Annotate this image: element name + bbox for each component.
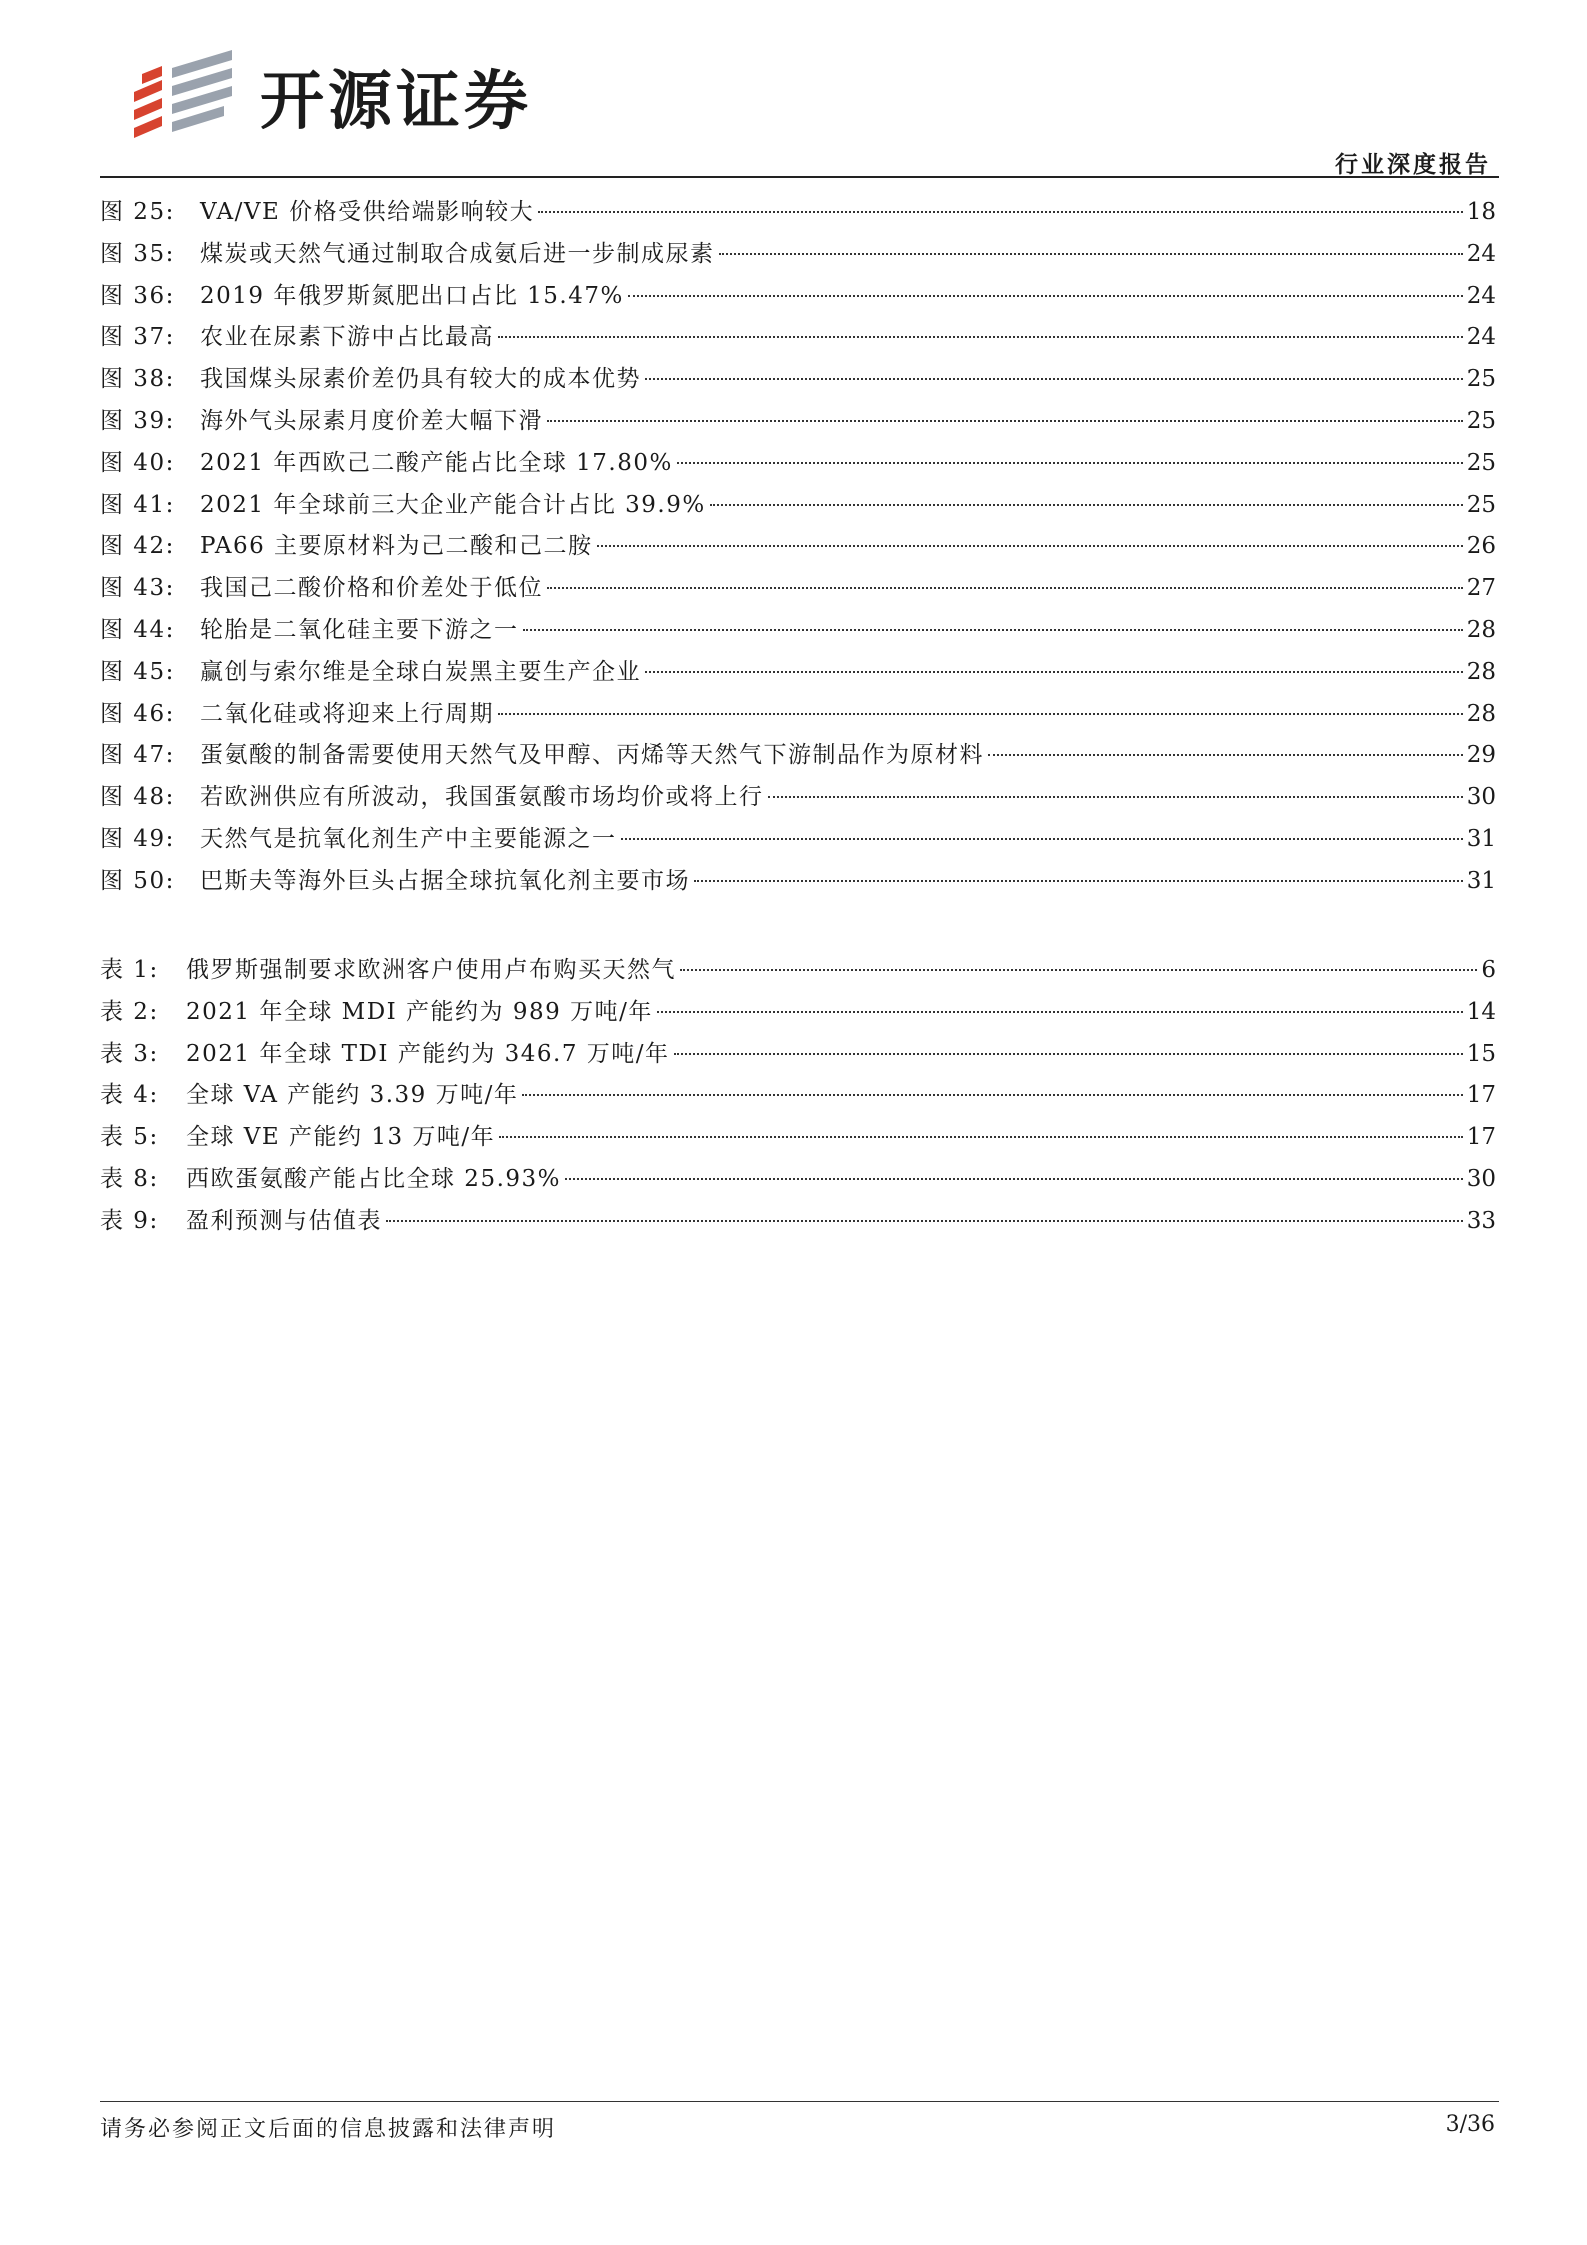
dot-leader — [680, 969, 1477, 971]
figure-entry[interactable] — [100, 322, 1496, 364]
figure-entry-number: 图 49: — [100, 825, 175, 852]
figure-entry-title: 若欧洲供应有所波动，我国蛋氨酸市场均价或将上行 — [200, 784, 764, 811]
figure-entry[interactable] — [100, 406, 1496, 448]
table-entry-page: 6 — [1481, 957, 1496, 983]
figure-entry-number: 图 45: — [100, 658, 175, 685]
figure-entry[interactable] — [100, 740, 1496, 782]
table-entry-title: 盈利预测与估值表 — [186, 1207, 382, 1234]
dot-leader — [547, 420, 1463, 422]
table-entry-number: 表 1: — [100, 957, 159, 983]
dot-leader — [498, 336, 1463, 338]
header-divider — [100, 176, 1499, 178]
figure-entry-number: 图 44: — [100, 616, 175, 643]
dot-leader — [988, 754, 1463, 756]
figure-entry-title: 巴斯夫等海外巨头占据全球抗氧化剂主要市场 — [200, 867, 690, 894]
dot-leader — [538, 211, 1463, 213]
dot-leader — [674, 1053, 1463, 1055]
figure-entry-number: 图 36: — [100, 282, 175, 309]
figure-entry-page: 25 — [1466, 366, 1496, 393]
figure-entry-number: 图 39: — [100, 407, 175, 434]
table-entry[interactable] — [100, 997, 1496, 1039]
dot-leader — [621, 838, 1463, 840]
figure-entry-page: 26 — [1466, 533, 1496, 560]
dot-leader — [499, 1136, 1463, 1138]
figure-entry[interactable] — [100, 490, 1496, 532]
figure-entry[interactable] — [100, 573, 1496, 615]
dot-leader — [768, 796, 1463, 798]
figure-entry-number: 图 47: — [100, 742, 175, 769]
figure-entry-page: 27 — [1466, 575, 1496, 602]
figure-entry[interactable] — [100, 699, 1496, 741]
table-entry[interactable] — [100, 1206, 1496, 1248]
table-entry-number: 表 4: — [100, 1082, 159, 1109]
table-entry-number: 表 3: — [100, 1040, 159, 1067]
company-logo — [128, 46, 532, 146]
dot-leader — [498, 713, 1463, 715]
figure-entry[interactable] — [100, 197, 1496, 239]
figure-entry-page: 24 — [1466, 240, 1496, 267]
figure-entry[interactable] — [100, 281, 1496, 323]
figure-entry-number: 图 42: — [100, 533, 175, 560]
figure-entry-number: 图 38: — [100, 366, 175, 393]
figure-entry-page: 24 — [1466, 282, 1496, 309]
figure-entry-page: 25 — [1466, 449, 1496, 476]
figure-entry-title: 赢创与索尔维是全球白炭黑主要生产企业 — [200, 658, 641, 685]
table-entry-number: 表 9: — [100, 1207, 159, 1234]
figure-entry-page: 25 — [1466, 491, 1496, 518]
table-entry-title: 西欧蛋氨酸产能占比全球 25.93% — [186, 1165, 562, 1192]
table-entry-title: 全球 VA 产能约 3.39 万吨/年 — [186, 1082, 519, 1109]
figure-entry-title: 2021 年全球前三大企业产能合计占比 39.9% — [200, 491, 706, 518]
dot-leader — [547, 587, 1463, 589]
figure-entry-title: 农业在尿素下游中占比最高 — [200, 324, 494, 351]
figure-entry[interactable] — [100, 866, 1496, 908]
figure-entry-number: 图 40: — [100, 449, 175, 476]
table-entry-title: 2021 年全球 MDI 产能约为 989 万吨/年 — [186, 998, 653, 1025]
figure-entry-number: 图 46: — [100, 700, 175, 727]
table-entry-page: 17 — [1466, 1124, 1496, 1151]
table-entry-page: 33 — [1466, 1207, 1496, 1234]
figure-entry-title: 2021 年西欧己二酸产能占比全球 17.80% — [200, 449, 673, 476]
table-entry[interactable] — [100, 1164, 1496, 1206]
table-entry-page: 15 — [1466, 1040, 1496, 1067]
dot-leader — [645, 378, 1463, 380]
figure-entry-number: 图 35: — [100, 240, 175, 267]
table-entry[interactable] — [100, 1122, 1496, 1164]
dot-leader — [522, 1094, 1462, 1096]
dot-leader — [386, 1220, 1463, 1222]
figure-entry-page: 18 — [1466, 199, 1496, 225]
figure-entry-title: 蛋氨酸的制备需要使用天然气及甲醇、丙烯等天然气下游制品作为原材料 — [200, 742, 984, 769]
figure-entry-number: 图 41: — [100, 491, 175, 518]
figure-entry-number: 图 48: — [100, 784, 175, 811]
table-entry-title: 2021 年全球 TDI 产能约为 346.7 万吨/年 — [186, 1040, 670, 1067]
figure-entry[interactable] — [100, 448, 1496, 490]
dot-leader — [657, 1011, 1463, 1013]
table-entry-page: 17 — [1466, 1082, 1496, 1109]
figure-entry[interactable] — [100, 615, 1496, 657]
figure-entry-page: 28 — [1466, 700, 1496, 727]
figure-entry-page: 25 — [1466, 407, 1496, 434]
figure-entry-title: VA/VE 价格受供给端影响较大 — [200, 199, 535, 225]
dot-leader — [523, 629, 1463, 631]
footer-divider — [100, 2101, 1499, 2102]
figure-entry-title: 我国煤头尿素价差仍具有较大的成本优势 — [200, 366, 641, 393]
table-entry-page: 14 — [1466, 998, 1496, 1025]
figure-entry-page: 30 — [1466, 784, 1496, 811]
brand-name: 开源证券 — [260, 65, 532, 139]
figure-entry-title: PA66 主要原材料为己二酸和己二胺 — [200, 533, 593, 560]
figure-entry-page: 31 — [1466, 867, 1496, 894]
figure-entry-title: 海外气头尿素月度价差大幅下滑 — [200, 407, 543, 434]
dot-leader — [677, 462, 1463, 464]
figure-entry-title: 天然气是抗氧化剂生产中主要能源之一 — [200, 825, 617, 852]
figure-entry[interactable] — [100, 531, 1496, 573]
figure-entry-page: 28 — [1466, 616, 1496, 643]
table-entry-number: 表 5: — [100, 1124, 159, 1151]
table-entry-page: 30 — [1466, 1165, 1496, 1192]
table-entry-number: 表 8: — [100, 1165, 159, 1192]
figure-entry-title: 煤炭或天然气通过制取合成氨后进一步制成尿素 — [200, 240, 715, 267]
table-entry[interactable] — [100, 955, 1496, 997]
figure-entry-number: 图 37: — [100, 324, 175, 351]
figure-entry[interactable] — [100, 782, 1496, 824]
page-number: 3/36 — [1445, 2112, 1495, 2137]
table-entry-number: 表 2: — [100, 998, 159, 1025]
table-index — [100, 955, 1496, 1248]
figure-index — [100, 197, 1496, 908]
report-type-label: 行业深度报告 — [1335, 152, 1491, 178]
kaiyuan-logo-mark-icon — [128, 46, 238, 146]
figure-entry-page: 29 — [1466, 742, 1496, 769]
figure-entry-page: 28 — [1466, 658, 1496, 685]
figure-entry-title: 二氧化硅或将迎来上行周期 — [200, 700, 494, 727]
dot-leader — [710, 504, 1463, 506]
figure-entry-title: 我国己二酸价格和价差处于低位 — [200, 575, 543, 602]
figure-entry[interactable] — [100, 824, 1496, 866]
table-entry[interactable] — [100, 1080, 1496, 1122]
dot-leader — [645, 671, 1463, 673]
dot-leader — [597, 545, 1463, 547]
figure-entry-page: 24 — [1466, 324, 1496, 351]
table-entry[interactable] — [100, 1039, 1496, 1081]
figure-entry-number: 图 50: — [100, 867, 175, 894]
table-entry-title: 全球 VE 产能约 13 万吨/年 — [186, 1124, 496, 1151]
dot-leader — [694, 880, 1463, 882]
dot-leader — [628, 295, 1463, 297]
figure-entry-title: 轮胎是二氧化硅主要下游之一 — [200, 616, 519, 643]
footer-disclaimer: 请务必参阅正文后面的信息披露和法律声明 — [100, 2117, 557, 2142]
figure-entry[interactable] — [100, 657, 1496, 699]
figure-entry[interactable] — [100, 364, 1496, 406]
figure-entry-title: 2019 年俄罗斯氮肥出口占比 15.47% — [200, 282, 624, 309]
figure-entry-page: 31 — [1466, 825, 1496, 852]
figure-entry[interactable] — [100, 239, 1496, 281]
dot-leader — [565, 1178, 1463, 1180]
figure-entry-number: 图 43: — [100, 575, 175, 602]
table-entry-title: 俄罗斯强制要求欧洲客户使用卢布购买天然气 — [186, 957, 676, 983]
figure-entry-number: 图 25: — [100, 199, 175, 225]
dot-leader — [719, 253, 1463, 255]
